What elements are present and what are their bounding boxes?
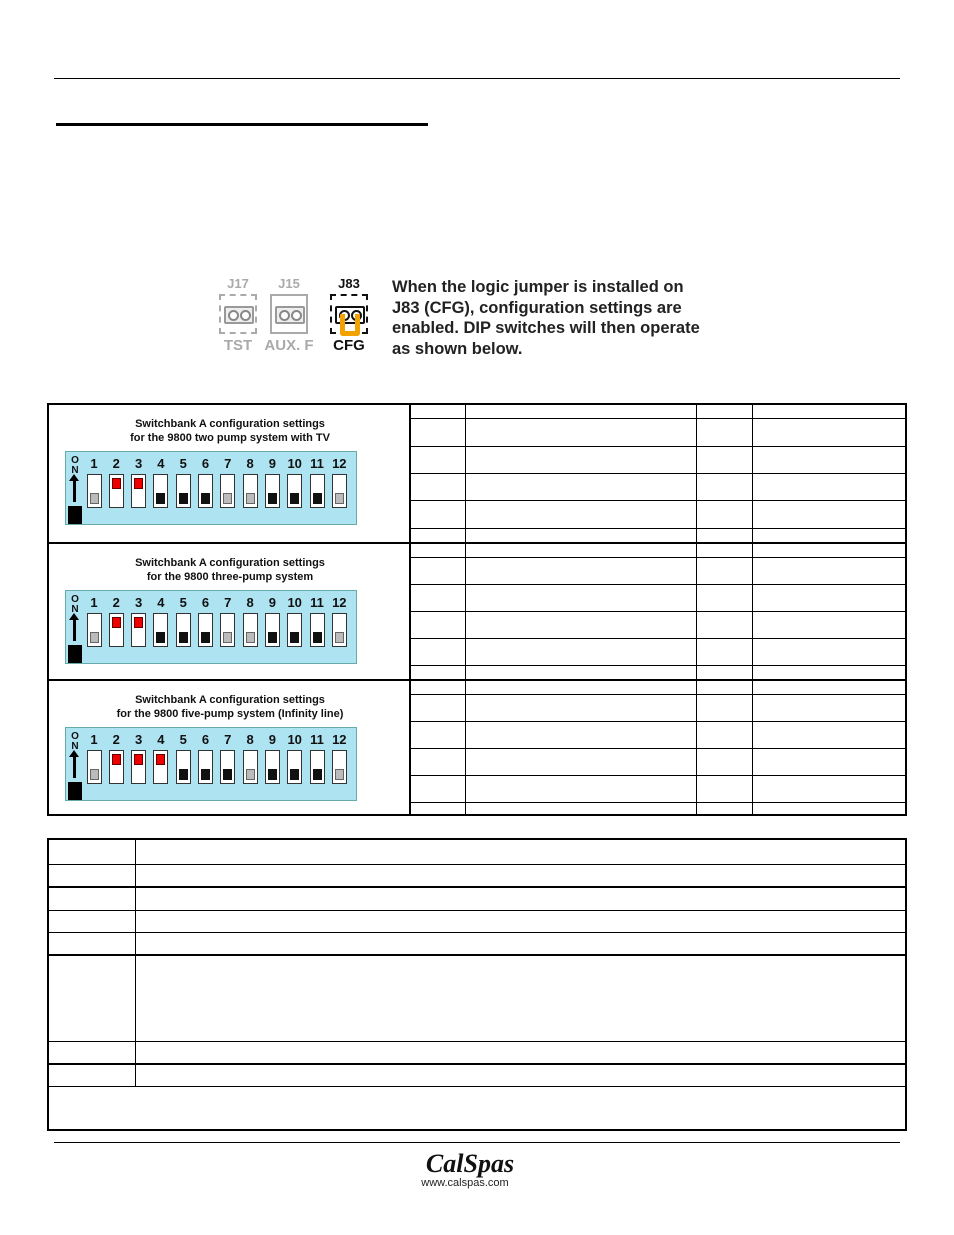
switch-knob (134, 478, 143, 489)
switch-number: 6 (201, 595, 210, 610)
switch-knob (313, 769, 322, 780)
switch-slot (265, 474, 280, 508)
settings-grid (409, 544, 905, 679)
config-block (49, 679, 905, 816)
switch-number: 4 (157, 456, 165, 471)
config-block (49, 405, 905, 542)
settings-grid (409, 405, 905, 542)
switch-number: 4 (157, 595, 165, 610)
footer-url[interactable]: www.calspas.com (421, 1177, 509, 1189)
switch-knob (335, 493, 344, 504)
switch-slot (220, 474, 235, 508)
switch-slot (332, 750, 347, 784)
switch-knob (112, 478, 121, 489)
switch-number: 11 (310, 456, 324, 471)
switch-number: 5 (179, 456, 187, 471)
dip-switch (151, 456, 171, 508)
switchbank-subtitle-line: for the 9800 three-pump system (146, 571, 314, 583)
switch-number: 3 (134, 456, 143, 471)
grid-row (411, 639, 905, 666)
switchbank-title (65, 693, 395, 721)
switch-slot (310, 613, 325, 647)
dip-switch (129, 732, 149, 784)
grid-row (411, 446, 905, 473)
dip-switch (129, 456, 149, 508)
footer-rule (54, 1142, 900, 1143)
switch-knob (313, 632, 322, 643)
switch-knob (290, 493, 299, 504)
switch-slot (87, 750, 102, 784)
dip-switch (285, 456, 305, 508)
on-label: O N (71, 455, 79, 476)
switchbank-diagram (49, 681, 409, 816)
switch-number: 8 (246, 732, 254, 747)
switch-slot (153, 613, 168, 647)
switch-slot (198, 613, 213, 647)
switch-knob (201, 493, 210, 504)
switch-knob (246, 493, 255, 504)
switch-number: 9 (268, 456, 276, 471)
dip-switch (285, 595, 305, 647)
grid-row (411, 501, 905, 528)
grid-row (411, 666, 905, 680)
switch-slot (87, 613, 102, 647)
switch-knob (179, 493, 188, 504)
grid-row (411, 681, 905, 695)
dip-switch (218, 456, 238, 508)
switch-knob (290, 632, 299, 643)
dip-switch (196, 732, 216, 784)
settings-grid (409, 681, 905, 816)
switch-number: 1 (90, 456, 98, 471)
switch-knob (179, 769, 188, 780)
dip-switch (307, 595, 327, 647)
dip-switch (218, 595, 238, 647)
switch-number: 6 (201, 732, 210, 747)
header-rule (54, 78, 900, 79)
dip-switch (196, 595, 216, 647)
switch-slot (243, 750, 258, 784)
dip-switch (84, 456, 104, 508)
dip-switch (262, 595, 282, 647)
grid-row (411, 776, 905, 803)
switch-slot (220, 613, 235, 647)
jumper-footer: CFG (333, 337, 365, 354)
dip-switch (84, 595, 104, 647)
switch-knob (268, 493, 277, 504)
dip-switchbank (65, 590, 357, 664)
switch-knob (335, 769, 344, 780)
switch-number: 12 (332, 595, 347, 610)
switch-knob (223, 769, 232, 780)
dip-switch (173, 732, 193, 784)
jumper-footer: AUX. F (264, 337, 314, 354)
switch-knob (223, 493, 232, 504)
switch-number: 7 (224, 595, 232, 610)
jumper-note: When the logic jumper is installed on J83 (CFG), configuration settings are enabled. DIP switches will then operate as shown below. (392, 278, 700, 358)
logo-text: CalSpas (425, 1149, 515, 1178)
grid-row (411, 695, 905, 722)
jumper-cap (340, 314, 360, 336)
on-label: O N (71, 594, 79, 615)
dip-switch (285, 732, 305, 784)
switch-knob (90, 632, 99, 643)
switch-knob (201, 632, 210, 643)
switch-knob (223, 632, 232, 643)
switchbank-diagram (49, 544, 409, 679)
switchbank-title (65, 417, 395, 445)
switch-knob (313, 493, 322, 504)
switch-slot (153, 750, 168, 784)
dip-switch (173, 595, 193, 647)
grid-row (411, 405, 905, 419)
dip-switch (240, 456, 260, 508)
jumper-label: J17 (227, 276, 249, 291)
switch-slot (243, 474, 258, 508)
grid-row (411, 419, 905, 446)
grid-row (411, 558, 905, 585)
switch-knob (134, 754, 143, 765)
dip-switch (307, 732, 327, 784)
dip-switch (218, 732, 238, 784)
dip-switch (151, 595, 171, 647)
switchbank-title-line: Switchbank A configuration settings (135, 557, 325, 569)
dip-switch (329, 595, 349, 647)
switchbank-base (68, 782, 82, 800)
notes-table (47, 838, 907, 1131)
grid-row (411, 528, 905, 542)
switch-slot (131, 474, 146, 508)
switch-number: 8 (246, 595, 254, 610)
switch-number: 3 (134, 732, 143, 747)
dip-switch (262, 456, 282, 508)
switchbank-title (65, 556, 395, 584)
dip-switch (262, 732, 282, 784)
switch-knob (112, 754, 121, 765)
switch-number: 8 (246, 456, 254, 471)
dip-switch (196, 456, 216, 508)
switch-number: 2 (112, 732, 120, 747)
switch-slot (265, 613, 280, 647)
switch-number: 2 (112, 595, 120, 610)
switch-knob (90, 493, 99, 504)
dip-switch (173, 456, 193, 508)
switch-number: 10 (287, 732, 302, 747)
switch-slot (243, 613, 258, 647)
switch-slot (287, 613, 302, 647)
switch-slot (176, 474, 191, 508)
switch-knob (134, 617, 143, 628)
jumper-label: J83 (338, 276, 360, 291)
config-block (49, 542, 905, 679)
switch-number: 10 (287, 595, 302, 610)
switch-slot (87, 474, 102, 508)
on-arrow-icon (73, 619, 76, 641)
switch-knob (246, 769, 255, 780)
dip-switch (84, 732, 104, 784)
on-label: O N (71, 731, 79, 752)
jumper-j17 (218, 276, 258, 354)
switch-slot (332, 613, 347, 647)
switch-slot (287, 474, 302, 508)
switch-slot (220, 750, 235, 784)
switch-number: 1 (90, 732, 98, 747)
switch-number: 3 (134, 595, 143, 610)
switch-number: 2 (112, 456, 120, 471)
dip-switchbank (65, 451, 357, 525)
dip-switch (329, 456, 349, 508)
switch-number: 7 (224, 732, 232, 747)
switch-knob (201, 769, 210, 780)
jumper-figure (212, 270, 747, 370)
switch-knob (268, 769, 277, 780)
switch-slot (310, 474, 325, 508)
switch-slot (176, 750, 191, 784)
switch-slot (131, 750, 146, 784)
calspas-logo (420, 1148, 520, 1178)
grid-row (411, 585, 905, 612)
section-title-underline (56, 123, 428, 126)
switchbank-diagram (49, 405, 409, 542)
switch-knob (156, 754, 165, 765)
switch-slot (109, 750, 124, 784)
switch-number: 6 (201, 456, 210, 471)
switch-number: 9 (268, 732, 276, 747)
switch-knob (246, 632, 255, 643)
switchbank-subtitle-line: for the 9800 two pump system with TV (130, 432, 330, 444)
dip-switch (151, 732, 171, 784)
dip-switch (129, 595, 149, 647)
switch-knob (335, 632, 344, 643)
switch-number: 10 (287, 456, 302, 471)
dip-switch (106, 732, 126, 784)
grid-row (411, 749, 905, 776)
switch-knob (156, 632, 165, 643)
switch-slot (109, 613, 124, 647)
switch-number: 4 (157, 732, 165, 747)
dip-switch (329, 732, 349, 784)
switch-number: 5 (179, 595, 187, 610)
jumper-j15 (264, 276, 314, 354)
switchbank-title-line: Switchbank A configuration settings (135, 418, 325, 430)
dip-switch (106, 595, 126, 647)
switch-knob (156, 493, 165, 504)
jumper-header (219, 294, 257, 334)
switch-number: 12 (332, 732, 347, 747)
switch-number: 7 (224, 456, 232, 471)
switch-slot (310, 750, 325, 784)
jumper-label: J15 (278, 276, 300, 291)
switch-knob (268, 632, 277, 643)
switch-number: 9 (268, 595, 276, 610)
on-arrow-icon (73, 480, 76, 502)
switch-slot (131, 613, 146, 647)
grid-row (411, 544, 905, 558)
grid-row (411, 722, 905, 749)
dip-switchbank (65, 727, 357, 801)
jumper-header (270, 294, 308, 334)
switch-knob (112, 617, 121, 628)
switch-slot (198, 750, 213, 784)
switch-number: 1 (90, 595, 98, 610)
switch-slot (198, 474, 213, 508)
jumper-header (330, 294, 368, 334)
dip-switch (240, 595, 260, 647)
config-table (47, 403, 907, 816)
switch-knob (179, 632, 188, 643)
switch-knob (90, 769, 99, 780)
switch-number: 5 (179, 732, 187, 747)
switch-slot (109, 474, 124, 508)
dip-switch (106, 456, 126, 508)
grid-row (411, 473, 905, 500)
switch-number: 11 (310, 732, 324, 747)
switch-slot (332, 474, 347, 508)
switchbank-base (68, 645, 82, 663)
jumper-footer: TST (223, 337, 253, 354)
switchbank-subtitle-line: for the 9800 five-pump system (Infinity line) (116, 708, 344, 720)
jumper-j83 (329, 276, 369, 354)
switchbank-base (68, 506, 82, 524)
switch-slot (176, 613, 191, 647)
switch-knob (290, 769, 299, 780)
switch-slot (265, 750, 280, 784)
switch-number: 11 (310, 595, 324, 610)
dip-switch (240, 732, 260, 784)
switch-slot (153, 474, 168, 508)
dip-switch (307, 456, 327, 508)
grid-row (411, 612, 905, 639)
switch-number: 12 (332, 456, 347, 471)
switch-slot (287, 750, 302, 784)
grid-row (411, 803, 905, 817)
on-arrow-icon (73, 756, 76, 778)
switchbank-title-line: Switchbank A configuration settings (135, 694, 325, 706)
